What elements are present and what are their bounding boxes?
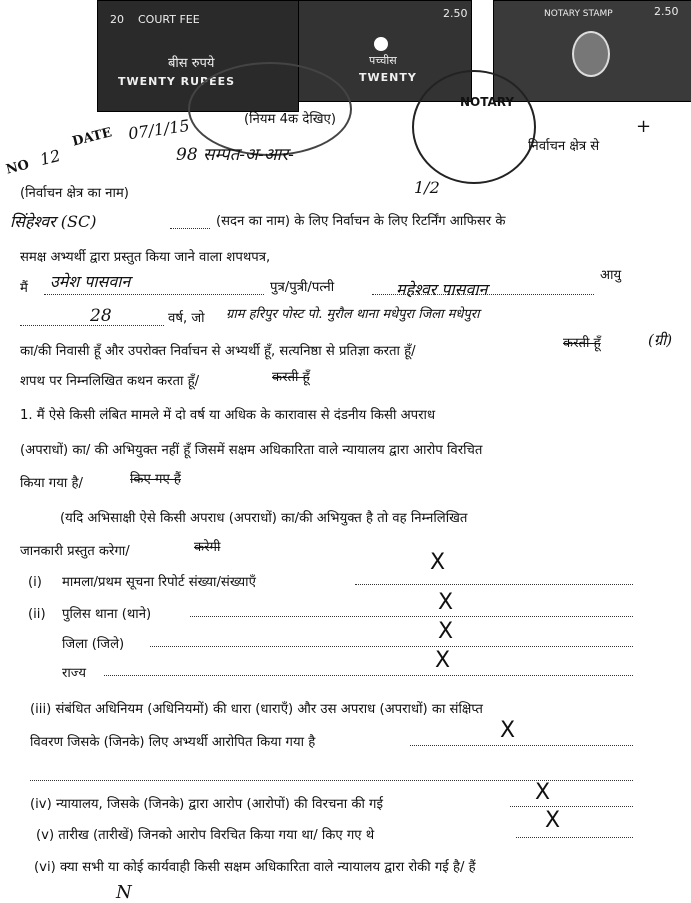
dotted-line	[170, 228, 210, 229]
right-margin-mark: (ग्री)	[648, 331, 673, 349]
stamp-value: 2.50	[443, 7, 468, 20]
cross-mark: X	[535, 780, 551, 805]
corner-mark: +	[636, 116, 652, 137]
dotted-line	[355, 584, 633, 585]
dotted-line	[510, 806, 633, 807]
notary-label: NOTARY	[460, 95, 515, 109]
item-state-text: राज्य	[62, 666, 87, 681]
stamp-label: TWENTY RUPEES	[118, 75, 236, 88]
fraction-mark: 1/2	[414, 178, 440, 197]
cross-mark: X	[435, 648, 451, 673]
item-iv-text: (iv) न्यायालय, जिसके (जिनके) द्वारा आरोप (आरोपों) की विरचना की गई	[30, 797, 383, 812]
constituency-from-label: निर्वाचन क्षेत्र से	[528, 139, 600, 154]
cross-mark: X	[500, 718, 516, 743]
para2-line2: जानकारी प्रस्तुत करेगा/	[20, 544, 130, 559]
candidate-name: उमेश पासवान	[50, 272, 131, 291]
stamp-portrait	[572, 31, 610, 77]
line5-struck-text: करती हूँ	[563, 336, 601, 351]
line6-struck-text: करती हूँ	[272, 370, 310, 385]
stamp-value: 2.50	[654, 5, 679, 18]
notary-stamp	[493, 0, 691, 102]
para1-line3: किया गया है/	[20, 476, 83, 491]
item-ii-text: पुलिस थाना (थाने)	[62, 607, 152, 622]
registration-handwriting: 98 सम्पत-अ-आर-	[176, 145, 294, 165]
notary-round-seal	[412, 70, 536, 184]
date-value: 07/1/15	[126, 115, 191, 144]
stamp-hindi-text: पच्चीस	[369, 54, 397, 67]
constituency-label: (निर्वाचन क्षेत्र का नाम)	[20, 186, 129, 201]
no-label: NO	[4, 157, 31, 178]
item-v-text: (v) तारीख (तारीखें) जिनको आरोप विरचित किया गया था/ किए गए थे	[36, 828, 375, 843]
main-label: मैं	[20, 281, 28, 296]
stamp-top-text: COURT FEE	[138, 13, 200, 26]
para2-line1: (यदि अभिसाक्षी ऐसे किसी अपराध (अपराधों) का/की अभियुक्त है तो वह निम्नलिखित	[60, 511, 468, 526]
no-value: 12	[38, 145, 63, 170]
dotted-line	[104, 675, 633, 676]
stamp-value: 20	[110, 13, 124, 26]
item-vi-text: (vi) क्या सभी या कोई कार्यवाही किसी सक्षम अधिकारिता वाले न्यायालय द्वारा रोकी गई है/ हैं	[34, 860, 476, 875]
cross-mark: X	[438, 619, 454, 644]
para1-line1: 1. मैं ऐसे किसी लंबित मामले में दो वर्ष या अधिक के कारावास से दंडनीय किसी अपराध	[20, 408, 436, 423]
age-value: 28	[90, 306, 112, 326]
para1-line3-struck: किए गए हैं	[130, 472, 181, 487]
dotted-line	[44, 294, 264, 295]
line1-text: (सदन का नाम) के लिए निर्वाचन के लिए रिटर्निंग आफिसर के	[216, 214, 506, 229]
item-iii-line2: विवरण जिसके (जिनके) लिए अभ्यर्थी आरोपित किया गया है	[30, 735, 316, 750]
cross-mark: X	[545, 808, 561, 833]
dotted-line	[516, 837, 633, 838]
item-iii-line1: (iii) संबंधित अधिनियम (अधिनियमों) की धारा (धाराएँ) और उस अपराध (अपराधों) का संक्षिप्त	[30, 702, 483, 717]
line2-text: समक्ष अभ्यर्थी द्वारा प्रस्तुत किया जाने वाला शपथपत्र,	[20, 250, 271, 265]
item-i-number: (i)	[28, 575, 42, 590]
father-name: महेश्वर पासवान	[396, 280, 488, 299]
item-district-text: जिला (जिले)	[62, 637, 125, 652]
stamp-label: TWENTY	[359, 71, 417, 84]
stamp-punch-hole	[374, 37, 388, 51]
dotted-line	[190, 616, 633, 617]
date-label: DATE	[70, 125, 114, 150]
rule-reference: (नियम 4क देखिए)	[244, 112, 336, 127]
item-i-text: मामला/प्रथम सूचना रिपोर्ट संख्या/संख्याएँ	[62, 575, 256, 590]
years-label: वर्ष, जो	[168, 311, 205, 326]
line5-text: का/की निवासी हूँ और उपरोक्त निर्वाचन से अभ्यर्थी हूँ, सत्यनिष्ठा से प्रतिज्ञा करता हूँ/	[20, 344, 416, 359]
age-label: आयु	[600, 268, 622, 283]
cross-mark: X	[430, 550, 446, 575]
constituency-value: सिंहेश्वर (SC)	[10, 212, 97, 231]
address-value: ग्राम हरिपुर पोस्ट पो. मुरौल थाना मधेपुरा जिला मधेपुरा	[226, 307, 480, 322]
stamp-top-text: NOTARY STAMP	[544, 9, 613, 19]
para2-line2-struck: करेगी	[194, 540, 221, 555]
relation-label: पुत्र/पुत्री/पत्नी	[270, 280, 335, 295]
bottom-handwritten-mark: N	[116, 882, 132, 903]
line6-text: शपथ पर निम्नलिखित कथन करता हूँ/	[20, 374, 200, 389]
cross-mark: X	[438, 590, 454, 615]
stamp-hindi-text: बीस रुपये	[168, 56, 215, 71]
dotted-line	[410, 745, 633, 746]
item-ii-number: (ii)	[28, 607, 46, 622]
para1-line2: (अपराधों) का/ की अभियुक्त नहीं हूँ जिसमें सक्षम अधिकारिता वाले न्यायालय द्वारा आरोप विरचित	[20, 443, 483, 458]
dotted-line	[150, 646, 633, 647]
